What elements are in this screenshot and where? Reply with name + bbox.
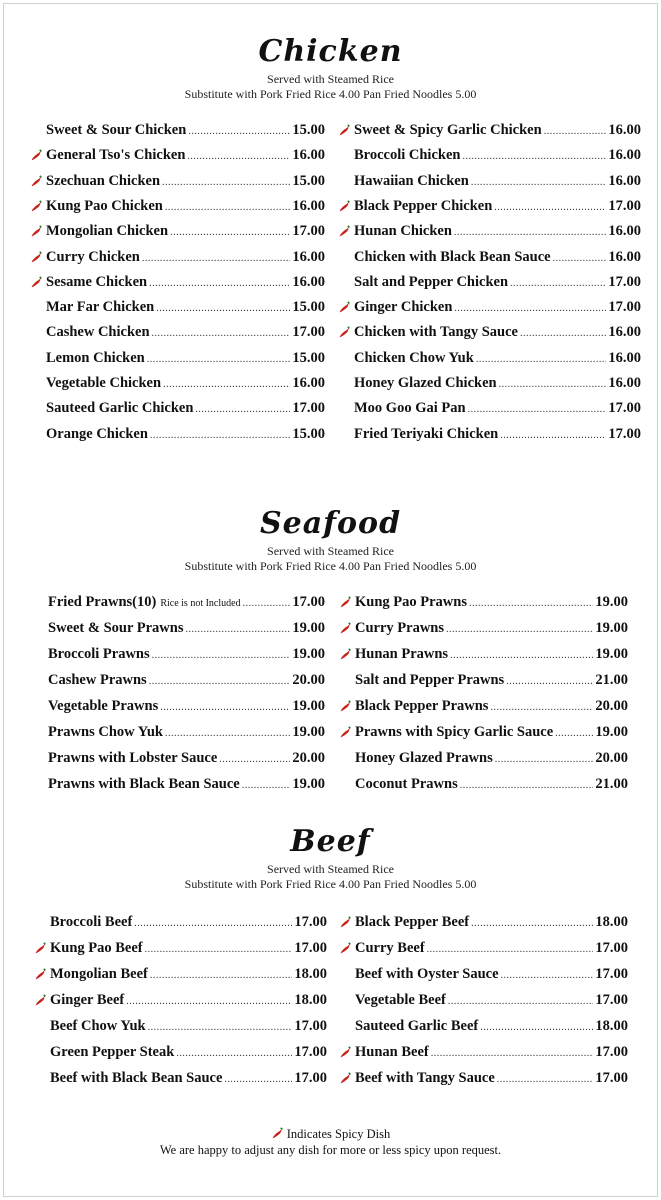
menu-item-price: 17.00: [292, 324, 325, 341]
menu-item-name: Kung Pao Chicken: [46, 197, 163, 214]
served-with-note: Served with Steamed Rice: [267, 72, 394, 86]
dot-leader: [468, 404, 607, 415]
menu-item-name: Sweet & Sour Prawns: [48, 620, 184, 636]
menu-item: [355, 620, 628, 640]
dot-leader: [152, 650, 291, 661]
menu-item-name: Sauteed Garlic Chicken: [46, 400, 194, 417]
dot-leader: [185, 624, 290, 635]
menu-item: [354, 350, 641, 370]
menu-item: [46, 350, 325, 370]
dot-leader: [134, 918, 292, 929]
chili-pepper-icon: [34, 994, 47, 1007]
dot-leader: [553, 253, 607, 264]
menu-item: [355, 594, 628, 614]
menu-item-name: Kung Pao Prawns: [355, 594, 467, 610]
menu-item-name: Broccoli Prawns: [48, 646, 150, 662]
dot-leader: [145, 944, 293, 955]
menu-item-price: 18.00: [294, 966, 327, 982]
menu-item-name: Sesame Chicken: [46, 273, 148, 290]
chili-pepper-icon: [338, 301, 351, 314]
chili-pepper-icon: [338, 200, 351, 213]
section-seafood: [0, 504, 661, 574]
chili-pepper-icon: [339, 1046, 352, 1059]
dot-leader: [450, 650, 593, 661]
menu-item-name: Prawns Chow Yuk: [48, 724, 163, 740]
menu-item-name: Honey Glazed Chicken: [354, 375, 497, 391]
menu-item-name: Vegetable Beef: [355, 992, 446, 1008]
menu-item-name: Lemon Chicken: [46, 349, 145, 366]
served-with-note: Served with Steamed Rice: [267, 544, 394, 558]
menu-item: [48, 776, 325, 796]
menu-item: [354, 198, 641, 218]
chili-pepper-icon: [339, 596, 352, 609]
menu-item-price: 16.00: [608, 122, 641, 138]
dot-leader: [195, 404, 290, 415]
dot-leader: [160, 702, 290, 713]
chili-pepper-icon: [30, 225, 43, 238]
menu-item: [354, 223, 641, 243]
section-title: Beef: [290, 824, 371, 859]
menu-item-name: Hunan Chicken: [354, 223, 452, 240]
menu-item-price: 19.00: [292, 776, 325, 792]
chili-pepper-icon: [339, 700, 352, 713]
menu-item: [50, 940, 327, 960]
menu-item: [48, 698, 325, 718]
menu-item: [354, 147, 641, 167]
menu-item-name: Black Pepper Beef: [355, 914, 470, 930]
menu-item-name: Broccoli Chicken: [354, 147, 461, 164]
menu-item: [355, 940, 628, 960]
menu-item: [46, 147, 325, 167]
menu-item-price: 16.00: [292, 197, 325, 214]
dot-leader: [454, 227, 606, 238]
menu-item: [46, 122, 325, 142]
menu-item-price: 20.00: [595, 698, 628, 714]
menu-item-name: Fried Prawns(10): [48, 594, 157, 610]
chili-pepper-icon: [34, 968, 47, 981]
menu-item: [48, 594, 325, 614]
dot-leader: [165, 202, 291, 213]
menu-item-price: 20.00: [292, 750, 325, 766]
dot-leader: [544, 126, 607, 137]
menu-item-price: 17.00: [608, 400, 641, 417]
menu-item-price: 17.00: [292, 223, 325, 240]
menu-item-price: 20.00: [595, 750, 628, 766]
menu-item-price: 20.00: [292, 672, 325, 688]
menu-item-name: Salt and Pepper Prawns: [355, 672, 505, 688]
menu-item-name: Green Pepper Steak: [50, 1044, 175, 1060]
dot-leader: [476, 354, 607, 365]
menu-item: [46, 400, 325, 420]
menu-item-price: 15.00: [292, 299, 325, 316]
menu-item-price: 17.00: [292, 594, 325, 610]
dot-leader: [149, 278, 290, 289]
chili-pepper-icon: [339, 916, 352, 929]
menu-item: [354, 274, 641, 294]
chili-pepper-icon: [30, 175, 43, 188]
dot-leader: [497, 1074, 594, 1085]
menu-item: [355, 724, 628, 744]
menu-item: [46, 198, 325, 218]
spicy-legend-text: Indicates Spicy Dish: [286, 1127, 391, 1141]
menu-item-price: 17.00: [292, 400, 325, 417]
dot-leader: [142, 253, 291, 264]
menu-item-price: 16.00: [608, 223, 641, 240]
menu-item-price: 15.00: [292, 172, 325, 189]
section-title: Chicken: [258, 34, 403, 69]
menu-item-name: Honey Glazed Prawns: [355, 750, 493, 766]
menu-item: [46, 223, 325, 243]
menu-item-name: Orange Chicken: [46, 425, 148, 442]
menu-item: [355, 776, 628, 796]
dot-leader: [147, 354, 291, 365]
menu-item: [46, 426, 325, 446]
menu-item: [50, 992, 327, 1012]
chili-pepper-icon: [30, 200, 43, 213]
chili-pepper-icon: [338, 225, 351, 238]
menu-item-name: Cashew Prawns: [48, 672, 147, 688]
menu-item-price: 19.00: [292, 698, 325, 714]
menu-item: [46, 324, 325, 344]
dot-leader: [471, 918, 593, 929]
dot-leader: [243, 598, 291, 609]
menu-item-price: 18.00: [595, 914, 628, 930]
menu-item-price: 17.00: [595, 1070, 628, 1086]
dot-leader: [162, 177, 290, 188]
dot-leader: [150, 970, 293, 981]
dot-leader: [494, 202, 606, 213]
menu-item: [354, 324, 641, 344]
dot-leader: [446, 624, 593, 635]
dot-leader: [126, 996, 292, 1007]
dot-leader: [499, 379, 607, 390]
menu-item: [50, 1070, 327, 1090]
menu-item-name: Hunan Prawns: [355, 646, 449, 662]
menu-item-price: 17.00: [294, 1044, 327, 1060]
chili-pepper-icon: [30, 149, 43, 162]
menu-item-name: Fried Teriyaki Chicken: [354, 425, 499, 442]
menu-item: [48, 672, 325, 692]
menu-item-name: Beef Chow Yuk: [50, 1018, 146, 1034]
menu-item-name: Beef with Black Bean Sauce: [50, 1070, 223, 1086]
menu-item-name: Beef with Tangy Sauce: [355, 1070, 495, 1086]
dot-leader: [520, 328, 606, 339]
dot-leader: [471, 177, 607, 188]
chili-pepper-icon: [30, 251, 43, 264]
menu-item-name: Black Pepper Prawns: [355, 698, 489, 714]
menu-item: [50, 1018, 327, 1038]
dot-leader: [165, 728, 290, 739]
menu-item: [354, 426, 641, 446]
menu-item-name: Mongolian Chicken: [46, 223, 169, 240]
menu-item: [50, 914, 327, 934]
menu-item-price: 17.00: [294, 1070, 327, 1086]
menu-item-price: 17.00: [294, 914, 327, 930]
chili-pepper-icon: [339, 648, 352, 661]
menu-item-note: Rice is not Included: [160, 598, 241, 609]
menu-item-name: Coconut Prawns: [355, 776, 458, 792]
dot-leader: [170, 227, 290, 238]
menu-item-price: 16.00: [608, 147, 641, 164]
menu-item-name: Curry Beef: [355, 940, 425, 956]
dot-leader: [506, 676, 593, 687]
dot-leader: [148, 1022, 293, 1033]
menu-item: [48, 620, 325, 640]
chili-pepper-icon: [338, 124, 351, 137]
menu-item-name: Ginger Beef: [50, 992, 125, 1008]
menu-item-name: Szechuan Chicken: [46, 172, 161, 189]
dot-leader: [510, 278, 606, 289]
menu-item: [355, 1044, 628, 1064]
dot-leader: [242, 780, 291, 791]
dot-leader: [188, 126, 290, 137]
menu-item-price: 21.00: [595, 776, 628, 792]
menu-item-price: 17.00: [595, 940, 628, 956]
dot-leader: [501, 970, 594, 981]
menu-item: [48, 750, 325, 770]
dot-leader: [462, 151, 606, 162]
dot-leader: [224, 1074, 292, 1085]
menu-item: [355, 966, 628, 986]
menu-item-name: Vegetable Prawns: [48, 698, 159, 714]
menu-item-name: Broccoli Beef: [50, 914, 133, 930]
menu-item-price: 15.00: [292, 349, 325, 366]
menu-item: [354, 122, 641, 142]
chili-pepper-icon: [339, 942, 352, 955]
menu-item-price: 21.00: [595, 672, 628, 688]
spicy-adjust-note: We are happy to adjust any dish for more or less spicy upon request.: [159, 1143, 502, 1157]
dot-leader: [500, 430, 606, 441]
menu-item-name: Cashew Chicken: [46, 324, 150, 341]
menu-item: [355, 698, 628, 718]
menu-item: [48, 646, 325, 666]
dot-leader: [469, 598, 593, 609]
menu-item-name: Vegetable Chicken: [46, 375, 162, 391]
menu-item-name: Chicken with Tangy Sauce: [354, 324, 518, 341]
substitute-note: Substitute with Pork Fried Rice 4.00 Pan Fried Noodles 5.00: [184, 87, 477, 101]
menu-item-price: 16.00: [608, 248, 641, 265]
menu-item-price: 16.00: [292, 273, 325, 290]
chili-pepper-icon: [34, 942, 47, 955]
menu-item-price: 16.00: [292, 248, 325, 265]
menu-item-name: Sweet & Spicy Garlic Chicken: [354, 122, 542, 138]
dot-leader: [187, 151, 290, 162]
menu-item-price: 17.00: [595, 1044, 628, 1060]
dot-leader: [454, 303, 606, 314]
menu-footer: [0, 1126, 661, 1158]
section-title: Seafood: [259, 506, 402, 541]
menu-item: [354, 400, 641, 420]
menu-item: [354, 173, 641, 193]
served-with-note: Served with Steamed Rice: [267, 862, 394, 876]
menu-item: [46, 274, 325, 294]
menu-item-price: 16.00: [608, 324, 641, 341]
menu-item: [355, 672, 628, 692]
dot-leader: [163, 379, 290, 390]
dot-leader: [152, 328, 291, 339]
substitute-note: Substitute with Pork Fried Rice 4.00 Pan Fried Noodles 5.00: [184, 877, 477, 891]
menu-item-name: Prawns with Spicy Garlic Sauce: [355, 724, 554, 740]
menu-item-name: Hawaiian Chicken: [354, 172, 469, 189]
menu-item: [354, 375, 641, 395]
menu-item-price: 16.00: [292, 375, 325, 391]
chili-pepper-icon: [271, 1127, 284, 1140]
menu-item: [46, 375, 325, 395]
menu-item-price: 15.00: [292, 122, 325, 138]
menu-item-price: 17.00: [294, 1018, 327, 1034]
menu-item: [355, 1070, 628, 1090]
menu-item-price: 16.00: [608, 172, 641, 189]
menu-item-name: Salt and Pepper Chicken: [354, 273, 509, 290]
spicy-legend: [0, 1126, 661, 1142]
menu-item-price: 17.00: [294, 940, 327, 956]
dot-leader: [495, 754, 594, 765]
chili-pepper-icon: [339, 622, 352, 635]
menu-item: [354, 249, 641, 269]
menu-item-price: 18.00: [595, 1018, 628, 1034]
menu-item-name: Prawns with Black Bean Sauce: [48, 776, 240, 792]
menu-item: [50, 966, 327, 986]
menu-item-name: Ginger Chicken: [354, 299, 453, 316]
menu-item-price: 19.00: [595, 620, 628, 636]
menu-item-name: Mongolian Beef: [50, 966, 148, 982]
dot-leader: [460, 780, 594, 791]
menu-item: [354, 299, 641, 319]
menu-item-name: Curry Prawns: [355, 620, 445, 636]
dot-leader: [149, 676, 291, 687]
menu-item-name: Black Pepper Chicken: [354, 197, 493, 214]
menu-item-price: 15.00: [292, 425, 325, 442]
dot-leader: [150, 430, 290, 441]
menu-item-name: Chicken Chow Yuk: [354, 349, 474, 366]
menu-item: [46, 173, 325, 193]
dot-leader: [427, 944, 594, 955]
menu-item-price: 19.00: [292, 620, 325, 636]
menu-item-price: 19.00: [595, 724, 628, 740]
substitute-note: Substitute with Pork Fried Rice 4.00 Pan Fried Noodles 5.00: [184, 559, 477, 573]
menu-item-name: General Tso's Chicken: [46, 147, 186, 164]
menu-item-price: 17.00: [608, 273, 641, 290]
menu-item-price: 17.00: [595, 966, 628, 982]
menu-item: [355, 750, 628, 770]
menu-item-name: Moo Goo Gai Pan: [354, 400, 466, 417]
menu-item-price: 16.00: [608, 349, 641, 366]
dot-leader: [490, 702, 593, 713]
menu-item-price: 17.00: [608, 425, 641, 442]
menu-item-price: 17.00: [608, 197, 641, 214]
section-beef: [0, 822, 661, 892]
menu-item-price: 19.00: [292, 646, 325, 662]
dot-leader: [448, 996, 594, 1007]
chili-pepper-icon: [339, 1072, 352, 1085]
menu-item-price: 18.00: [294, 992, 327, 1008]
dot-leader: [156, 303, 290, 314]
menu-item-price: 17.00: [595, 992, 628, 1008]
section-chicken: [0, 32, 661, 102]
chili-pepper-icon: [338, 326, 351, 339]
menu-item-name: Prawns with Lobster Sauce: [48, 750, 218, 766]
dot-leader: [555, 728, 593, 739]
menu-item-price: 19.00: [292, 724, 325, 740]
dot-leader: [480, 1022, 593, 1033]
menu-item: [355, 1018, 628, 1038]
menu-item-name: Hunan Beef: [355, 1044, 429, 1060]
menu-item-price: 19.00: [595, 594, 628, 610]
menu-item-name: Mar Far Chicken: [46, 299, 155, 316]
menu-item-price: 16.00: [292, 147, 325, 164]
menu-item: [50, 1044, 327, 1064]
dot-leader: [219, 754, 290, 765]
chili-pepper-icon: [339, 726, 352, 739]
menu-item-name: Sauteed Garlic Beef: [355, 1018, 479, 1034]
dot-leader: [176, 1048, 292, 1059]
chili-pepper-icon: [30, 276, 43, 289]
menu-item-name: Sweet & Sour Chicken: [46, 122, 187, 138]
dot-leader: [431, 1048, 594, 1059]
menu-item-price: 17.00: [608, 299, 641, 316]
menu-item: [355, 992, 628, 1012]
menu-item-name: Chicken with Black Bean Sauce: [354, 248, 551, 265]
menu-item-price: 16.00: [608, 375, 641, 391]
menu-item: [355, 914, 628, 934]
menu-item-name: Beef with Oyster Sauce: [355, 966, 499, 982]
menu-item: [46, 299, 325, 319]
menu-item: [46, 249, 325, 269]
menu-item-price: 19.00: [595, 646, 628, 662]
menu-item: [48, 724, 325, 744]
menu-item: [355, 646, 628, 666]
menu-item-name: Kung Pao Beef: [50, 940, 143, 956]
menu-item-name: Curry Chicken: [46, 248, 140, 265]
